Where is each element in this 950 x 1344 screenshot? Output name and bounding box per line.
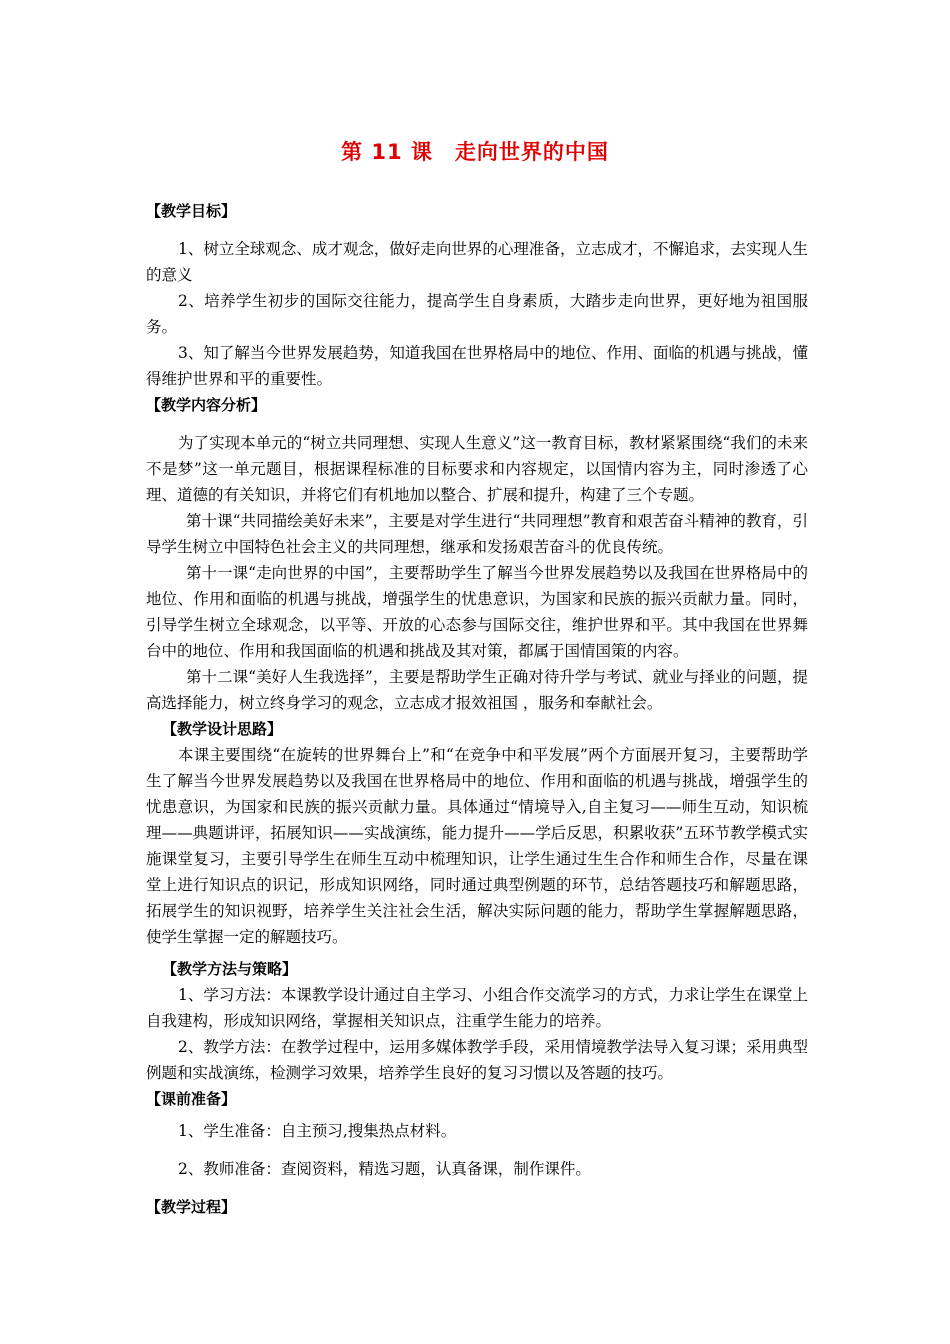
analysis-paragraph: 第十一课“走向世界的中国”，主要帮助学生了解当今世界发展趋势以及我国在世界格局中的地位、作用和面临的机遇与挑战，增强学生的忧患意识，为国家和民族的振兴贡献力量。同时，引导学生树立全球观念，以平等、开放的心态参与国际交往，维护世界和平。其中我国在世界舞台中的地位、作用和我国面临的机遇和挑战及其对策，都属于国情国策的内容。 — [146, 564, 808, 660]
heading-methods: 【教学方法与策略】 — [162, 960, 298, 978]
prep-item: 1、学生准备：自主预习,搜集热点材料。 — [178, 1122, 457, 1140]
goal-item: 2、培养学生初步的国际交往能力，提高学生自身素质，大踏步走向世界，更好地为祖国服务。 — [146, 292, 808, 336]
goal-item: 1、树立全球观念、成才观念，做好走向世界的心理准备，立志成才，不懈追求，去实现人生的意义 — [146, 240, 808, 284]
goal-item: 3、知了解当今世界发展趋势，知道我国在世界格局中的地位、作用、面临的机遇与挑战，懂得维护世界和平的重要性。 — [146, 344, 808, 388]
heading-design: 【教学设计思路】 — [162, 720, 283, 738]
heading-goals: 【教学目标】 — [146, 202, 237, 220]
heading-analysis: 【教学内容分析】 — [146, 396, 267, 414]
prep-item: 2、教师准备：查阅资料，精选习题，认真备课，制作课件。 — [178, 1160, 591, 1178]
method-item: 2、教学方法：在教学过程中，运用多媒体教学手段，采用情境教学法导入复习课；采用典型例题和实战演练，检测学习效果，培养学生良好的复习习惯以及答题的技巧。 — [146, 1038, 808, 1082]
analysis-paragraph: 第十二课“美好人生我选择”，主要是帮助学生正确对待升学与考试、就业与择业的问题，提高选择能力，树立终身学习的观念，立志成才报效祖国 ，服务和奉献社会。 — [146, 668, 808, 712]
page-title: 第 11 课 走向世界的中国 — [341, 140, 609, 164]
document-body — [146, 198, 808, 1220]
analysis-paragraph: 为了实现本单元的“树立共同理想、实现人生意义”这一教育目标，教材紧紧围绕“我们的未来不是梦”这一单元题目，根据课程标准的目标要求和内容规定，以国情内容为主，同时渗透了心理、道德的有关知识，并将它们有机地加以整合、扩展和提升，构建了三个专题。 — [146, 434, 808, 504]
analysis-paragraph: 第十课“共同描绘美好未来”，主要是对学生进行“共同理想”教育和艰苦奋斗精神的教育，引导学生树立中国特色社会主义的共同理想，继承和发扬艰苦奋斗的优良传统。 — [146, 512, 808, 556]
heading-process: 【教学过程】 — [146, 1198, 237, 1216]
method-item: 1、学习方法：本课教学设计通过自主学习、小组合作交流学习的方式，力求让学生在课堂上自我建构，形成知识网络，掌握相关知识点，注重学生能力的培养。 — [146, 986, 808, 1030]
design-paragraph: 本课主要围绕“在旋转的世界舞台上”和“在竞争中和平发展”两个方面展开复习，主要帮助学生了解当今世界发展趋势以及我国在世界格局中的地位、作用和面临的机遇与挑战，增强学生的忧患意识，为国家和民族的振兴贡献力量。具体通过“情境导入,自主复习——师生互动，知识梳理——典题讲评，拓展知识——实战演练，能力提升——学后反思，积累收获”五环节教学模式实施课堂复习，主要引导学生在师生互动中梳理知识，让学生通过生生合作和师生合作，尽量在课堂上进行知识点的识记，形成知识网络，同时通过典型例题的环节，总结答题技巧和解题思路，拓展学生的知识视野，培养学生关注社会生活，解决实际问题的能力，帮助学生掌握解题思路，使学生掌握一定的解题技巧。 — [146, 746, 808, 946]
heading-prep: 【课前准备】 — [146, 1090, 237, 1108]
